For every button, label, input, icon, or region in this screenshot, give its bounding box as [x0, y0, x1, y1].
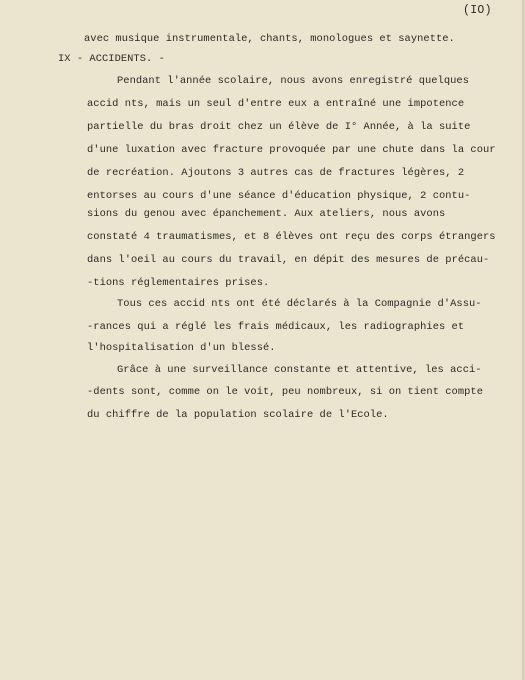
text-line-1: avec musique instrumentale, chants, monologues et saynette. [84, 33, 455, 45]
text-line-17: du chiffre de la population scolaire de l'Ecole. [87, 409, 389, 421]
text-line-10: dans l'oeil au cours du travail, en dépit des mesures de précau- [87, 254, 490, 266]
text-line-6: de recréation. Ajoutons 3 autres cas de fractures légères, 2 [87, 167, 465, 179]
text-line-12: Tous ces accid nts ont été déclarés à la Compagnie d'Assu- [117, 298, 482, 310]
section-heading: IX - ACCIDENTS. - [58, 53, 165, 65]
text-line-14: l'hospitalisation d'un blessé. [87, 342, 276, 354]
text-line-11: -tions réglementaires prises. [87, 277, 270, 289]
text-line-9: constaté 4 traumatismes, et 8 élèves ont reçu des corps étrangers [87, 231, 496, 243]
text-line-16: -dents sont, comme on le voit, peu nombreux, si on tient compte [87, 386, 483, 398]
text-line-15: Grâce à une surveillance constante et attentive, les acci- [117, 364, 482, 376]
text-line-7: entorses au cours d'une séance d'éducation physique, 2 contu- [87, 190, 471, 202]
text-line-4: partielle du bras droit chez un élève de I° Année, à la suite [87, 121, 471, 133]
text-line-8: sions du genou avec épanchement. Aux ateliers, nous avons [87, 208, 446, 220]
page-number: (IO) [463, 4, 492, 17]
text-line-2: Pendant l'année scolaire, nous avons enregistré quelques [117, 75, 469, 87]
text-line-5: d'une luxation avec fracture provoquée par une chute dans la cour [87, 144, 496, 156]
text-line-3: accid nts, mais un seul d'entre eux a entraîné une impotence [87, 98, 465, 110]
text-line-13: -rances qui a réglé les frais médicaux, les radiographies et [87, 321, 465, 333]
